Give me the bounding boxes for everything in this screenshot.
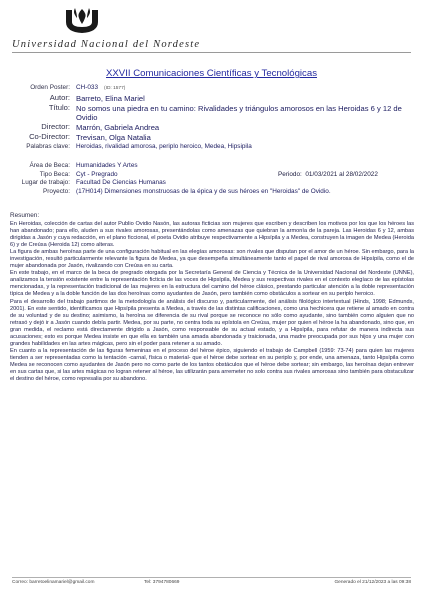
- palabras-clave-label: Palabras clave:: [26, 143, 70, 150]
- autor-value: Barreto, Elina Mariel: [76, 93, 145, 103]
- lugar-trabajo-label: Lugar de trabajo:: [21, 179, 70, 187]
- field-director: [10, 123, 415, 132]
- field-area-beca: [10, 162, 415, 170]
- field-codirector: [10, 133, 415, 142]
- header-divider: [12, 52, 411, 53]
- footer-email: Correo: barretoelinamariel@gmail.com: [12, 580, 95, 585]
- titulo-label: Título:: [48, 102, 70, 112]
- area-beca-label: Área de Beca:: [29, 161, 70, 169]
- field-palabras-clave: [10, 143, 415, 151]
- periodo-label: Periodo:: [278, 170, 302, 178]
- tipo-beca-value: Cyt - Pregrado: [76, 170, 118, 178]
- director-value: Marrón, Gabriela Andrea: [76, 123, 160, 132]
- proyecto-label: Proyecto:: [43, 188, 70, 196]
- field-titulo: [10, 104, 415, 122]
- autor-label: Autor:: [49, 92, 70, 102]
- field-proyecto: [10, 188, 415, 196]
- field-tipo-beca: [10, 171, 415, 179]
- id-tag: (ID: 1577): [104, 86, 126, 91]
- unne-logo-icon: [60, 6, 104, 36]
- director-label: Director:: [41, 122, 70, 131]
- field-orden-poster: [10, 84, 415, 93]
- lugar-trabajo-value: Facultad De Ciencias Humanas: [76, 179, 166, 187]
- footer-tel: Tel: 3794780669: [144, 580, 180, 585]
- codirector-label: Co-Director:: [29, 132, 70, 141]
- resumen-label: Resumen:: [10, 212, 40, 219]
- abstract-paragraph: En cuanto a la representación de las figuras femeninas en el proceso del héroe épico, siguiendo el trabajo de Campbell (1959: 73-74) para quien las mujeres tienden a ser representadas como la tentación -carnal, física o material- que el héroe debe sortear en su periplo y, por ende, una amenaza, tanto Hipsípila como Medea se reconocen como ayudantes de Jasón pero no como parte de los tantos obstáculos que el héroe debe sortear; sin embargo, las heroínas dejan entrever en sus cartas que, si las artes mágicas no logran retener al héroe, las utilizarán para arremeter no solo contra sus rivales amorosas sino también para obstaculizar el destino del héroe, como represalia por su abandono.: [10, 347, 414, 383]
- palabras-clave-value: Heroidas, rivalidad amorosa, periplo heroico, Medea, Hipsipila: [76, 143, 252, 150]
- proyecto-value: (17H014) Dimensiones monstruosas de la épica y de sus héroes en "Heroidas" de Ovidio.: [76, 188, 331, 196]
- periodo-group: [278, 171, 378, 179]
- abstract-paragraph: En Heroidas, colección de cartas del autor Publio Ovidio Nasón, las autoras ficticias son mujeres que escriben y describen los motivos por los que los héroes las han abandonado; para ello, aluden a sus rivales amorosas, presentándolas como amenazas que quiebran la armonía de la pareja. Las Heroidas 6 y 12, ambas dirigidas a Jasón y cuya redacción, en el plano ficcional, el poeta Ovidio atribuye respectivamente a Hipsípila y a Medea, construyen la imagen de Medea (Heroida 6) y de Creúsa (Heroida 12) como alteras.: [10, 221, 414, 249]
- footer-generated: Generado el 21/12/2023 a las 09:38: [334, 580, 411, 585]
- footer-divider: [12, 577, 411, 578]
- periodo-value: 01/03/2021 al 28/02/2022: [305, 170, 378, 178]
- conference-title: XXVII Comunicaciones Científicas y Tecnológicas: [106, 68, 317, 79]
- abstract-paragraph: En este trabajo, en el marco de la beca de pregrado otorgada por la Secretaría General de Ciencia y Técnica de la Universidad Nacional del Nordeste (UNNE), analizamos la tensión existente entre la representación ficticia de las voces de Hipsípila, Medea y sus respectivas rivales en el contexto elegíaco de las epístolas mencionadas, y la representación tradicional de las mujeres en la estructura del camino del héroe clásico, prestando particular atención a la doble representación típica de Medea y a la doble función de las dos heroínas como ayudantes de Jasón, pero también como obstáculos a sortear en su periplo heroico.: [10, 270, 414, 298]
- orden-poster-value: CH-033: [76, 84, 99, 91]
- metadata-fields: [10, 84, 415, 197]
- field-autor: [10, 94, 415, 103]
- orden-poster-label: Orden Poster:: [30, 84, 70, 91]
- abstract-paragraph: La figura de ambas heroínas parte de una configuración habitual en las elegías amorosas: son rivales que disputan por el amor de un héroe. Sin embargo, para la investigación, resultó particularmente relevante la figura de Medea, ya que desempeña simultáneamente tanto el papel de rival amorosa de Hipsípila, como el de mujer abandonada por Jasón, rivalizando con Creúsa en su carta.: [10, 249, 414, 270]
- tipo-beca-label: Tipo Beca:: [39, 170, 70, 178]
- area-beca-value: Humanidades Y Artes: [76, 161, 138, 169]
- field-lugar-trabajo: [10, 179, 415, 187]
- abstract-text: [10, 221, 414, 383]
- university-name: Universidad Nacional del Nordeste: [12, 39, 201, 50]
- titulo-value: No somos una piedra en tu camino: Rivalidades y triángulos amorosos en las Heroidas 6 y 12 de Ovidio: [76, 103, 402, 122]
- abstract-paragraph: Para el desarrollo del trabajo partimos de la metodología de análisis del discurso y, particularmente, del análisis filológico intertextual (Hinds, 1998; Edmunds, 2001). En este sentido, identificamos que Hipsípila presenta a Medea, a través de las distintas calificaciones, como una hechicera que retiene al amado en contra de su voluntad y de su destino; asimismo, la heroína se diferencia de su rival porque se reconoce no sólo como ayudante, sino también como alguien que no retrasó y dejó ir a Jasón cuando debía partir. Medea, por su parte, no centra toda su epístola en Creúsa, mujer por quien el héroe la ha abandonado, sino que, en gran medida, el reclamo está directamente dirigido a Jasón, como responsable de su actual estado, y a Hipsípila, para refutar de manera indirecta sus acusaciones; esto es porque Medea insiste en que ella es también una amada abandonada y traicionada, una madre preocupada por sus hijos y una mujer con grandes habilidades en las artes mágicas, pero sin el poder para retener a su amado.: [10, 298, 414, 347]
- codirector-value: Trevisan, Olga Natalia: [76, 133, 151, 142]
